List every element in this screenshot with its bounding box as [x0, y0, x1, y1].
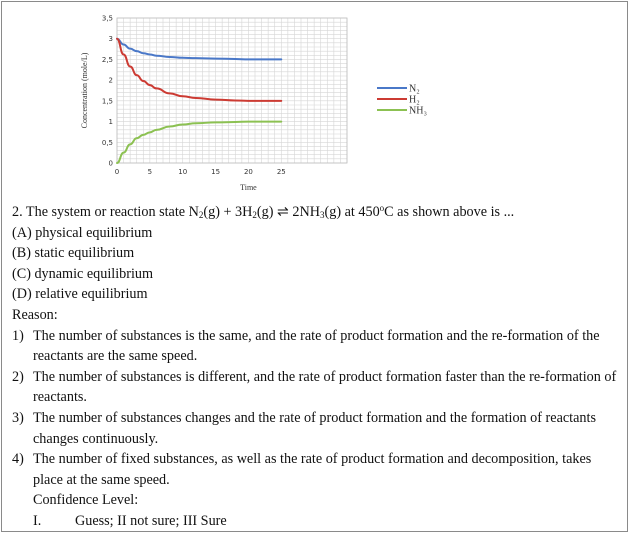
reason-number: 1)	[12, 327, 24, 344]
question-block	[12, 202, 624, 532]
y-tick-label: 0,5	[101, 138, 113, 147]
question-stem	[12, 202, 624, 223]
confidence-scale: Guess; II not sure; III Sure	[75, 512, 227, 529]
x-tick-label: 0	[114, 168, 120, 176]
y-tick-label: 0	[108, 159, 113, 168]
stem-text-2: (g) + 3H	[203, 204, 253, 220]
y-tick-label: 1,5	[101, 97, 113, 106]
confidence-label: Confidence Level:	[33, 492, 139, 509]
x-tick-label: 5	[147, 168, 153, 176]
reason-4	[12, 449, 624, 490]
legend-label: H₂	[409, 94, 420, 106]
legend-label: N₂	[409, 83, 420, 95]
option-c: (C) dynamic equilibrium	[12, 265, 154, 282]
option-d: (D) relative equilibrium	[12, 286, 148, 303]
option-b: (B) static equilibrium	[12, 245, 135, 262]
x-axis-title: Time	[240, 183, 257, 192]
stem-text-3: (g) ⇌ 2NH	[256, 204, 320, 220]
reason-number: 4)	[12, 451, 24, 468]
concentration-chart	[72, 8, 472, 198]
reason-text: The number of substances is the same, and the rate of product formation and the re-formation of the reactants are the same speed.	[33, 327, 600, 365]
y-tick-label: 2,5	[101, 55, 113, 64]
stem-text-5: C as shown above is ...	[384, 204, 515, 220]
confidence-roman: I.	[33, 512, 42, 529]
series-line	[117, 39, 281, 60]
stem-sub-n: 2	[198, 210, 204, 220]
y-tick-label: 2	[108, 76, 113, 85]
x-tick-label: 10	[178, 168, 188, 176]
plot-border	[117, 18, 347, 163]
stem-text-1: 2. The system or reaction state N	[12, 204, 199, 220]
stem-sub-nh: 3	[320, 210, 325, 220]
y-tick-label: 1	[108, 118, 113, 127]
reason-text: The number of fixed substances, as well as the rate of product formation and decomposition, takes place at the same speed.	[33, 451, 592, 488]
reason-number: 2)	[12, 368, 24, 385]
option-a: (A) physical equilibrium	[12, 224, 153, 241]
x-tick-label: 25	[276, 168, 286, 176]
legend-label: NH₃	[409, 105, 427, 117]
question-card	[1, 1, 628, 532]
reason-1	[12, 326, 624, 367]
reason-3	[12, 408, 624, 449]
stem-degree: o	[379, 203, 385, 213]
stem-sub-h: 2	[252, 210, 257, 220]
reason-text: The number of substances changes and the rate of product formation and the formation of reactants changes continuously.	[33, 409, 596, 447]
reason-number: 3)	[12, 409, 24, 426]
chart-svg	[72, 8, 472, 198]
reason-label: Reason:	[12, 306, 58, 323]
reason-text: The number of substances is different, and the rate of product formation faster than the re-formation of reactants.	[33, 368, 617, 406]
series-line	[117, 39, 281, 101]
stem-text-4: (g) at 450	[324, 204, 380, 220]
x-tick-label: 15	[211, 168, 221, 176]
y-axis-title: Concentration (mole/L)	[80, 52, 89, 129]
reason-2	[12, 367, 624, 408]
confidence-levels	[12, 511, 624, 532]
x-tick-label: 20	[243, 168, 253, 176]
y-tick-label: 3	[108, 35, 113, 44]
y-tick-label: 3,5	[101, 14, 113, 23]
